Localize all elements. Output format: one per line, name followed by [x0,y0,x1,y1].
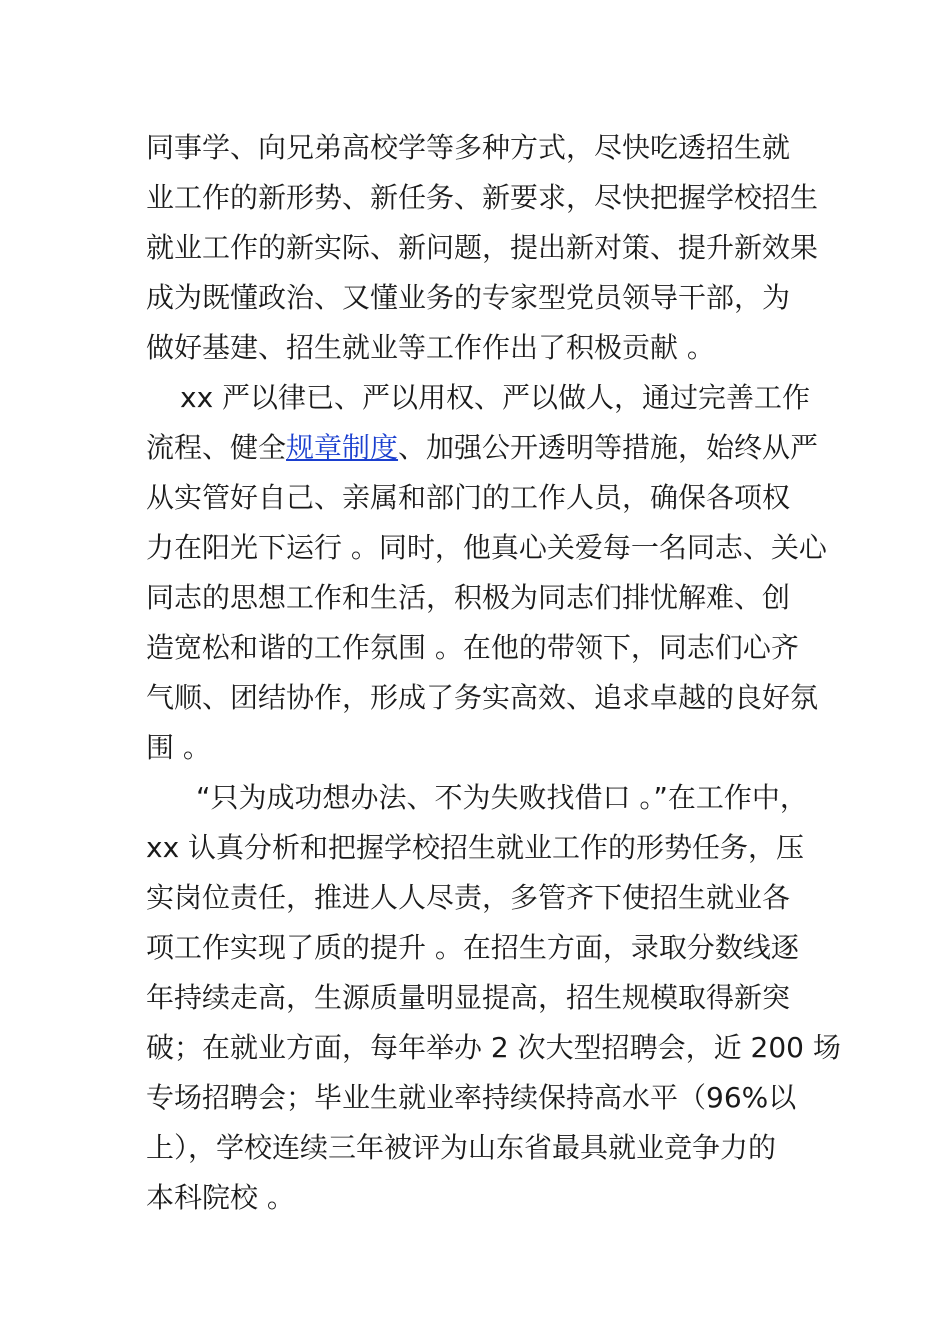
paragraph-line: 成为既懂政治、又懂业务的专家型党员领导干部，为 [146,281,791,314]
paragraph-line: 做好基建、招生就业等工作作出了积极贡献 。 [146,331,715,364]
paragraph-line: 业工作的新形势、新任务、新要求，尽快把握学校招生 [146,181,819,214]
paragraph-line: xx 认真分析和把握学校招生就业工作的形势任务，压 [146,831,805,864]
paragraph-line-with-link [146,430,818,466]
paragraph-line: 从实管好自己、亲属和部门的工作人员，确保各项权 [146,481,791,514]
paragraph-line: 力在阳光下运行 。同时，他真心关爱每一名同志、关心 [146,531,827,564]
paragraph-line: 本科院校 。 [146,1181,295,1214]
paragraph-line: 围 。 [146,731,211,764]
paragraph-line: 破；在就业方面，每年举办 2 次大型招聘会，近 200 场 [146,1031,841,1064]
paragraph-line: 造宽松和谐的工作氛围 。在他的带领下，同志们心齐 [146,631,799,664]
regulations-link[interactable]: 规章制度 [286,431,399,464]
paragraph-line: 同志的思想工作和生活，积极为同志们排忧解难、创 [146,581,791,614]
line-text: 流程、健全 [146,431,287,464]
paragraph-line: 上），学校连续三年被评为山东省最具就业竞争力的 [146,1131,777,1164]
line-text: 、加强公开透明等措施，始终从严 [398,431,819,464]
paragraph-line: 专场招聘会；毕业生就业率持续保持高水平（96%以 [146,1081,797,1114]
paragraph-line: 年持续走高，生源质量明显提高，招生规模取得新突 [146,981,791,1014]
paragraph-line: xx 严以律已、严以用权、严以做人，通过完善工作 [180,381,811,414]
paragraph-line: 就业工作的新实际、新问题，提出新对策、提升新效果 [146,231,819,264]
paragraph-line: 项工作实现了质的提升 。在招生方面，录取分数线逐 [146,931,799,964]
paragraph-line: 实岗位责任，推进人人尽责，多管齐下使招生就业各 [146,881,791,914]
paragraph-line: 气顺、团结协作，形成了务实高效、追求卓越的良好氛 [146,681,819,714]
paragraph-line: 同事学、向兄弟高校学等多种方式，尽快吃透招生就 [146,131,791,164]
paragraph-line: “只为成功想办法、不为失败找借口 。”在工作中， [196,781,808,814]
